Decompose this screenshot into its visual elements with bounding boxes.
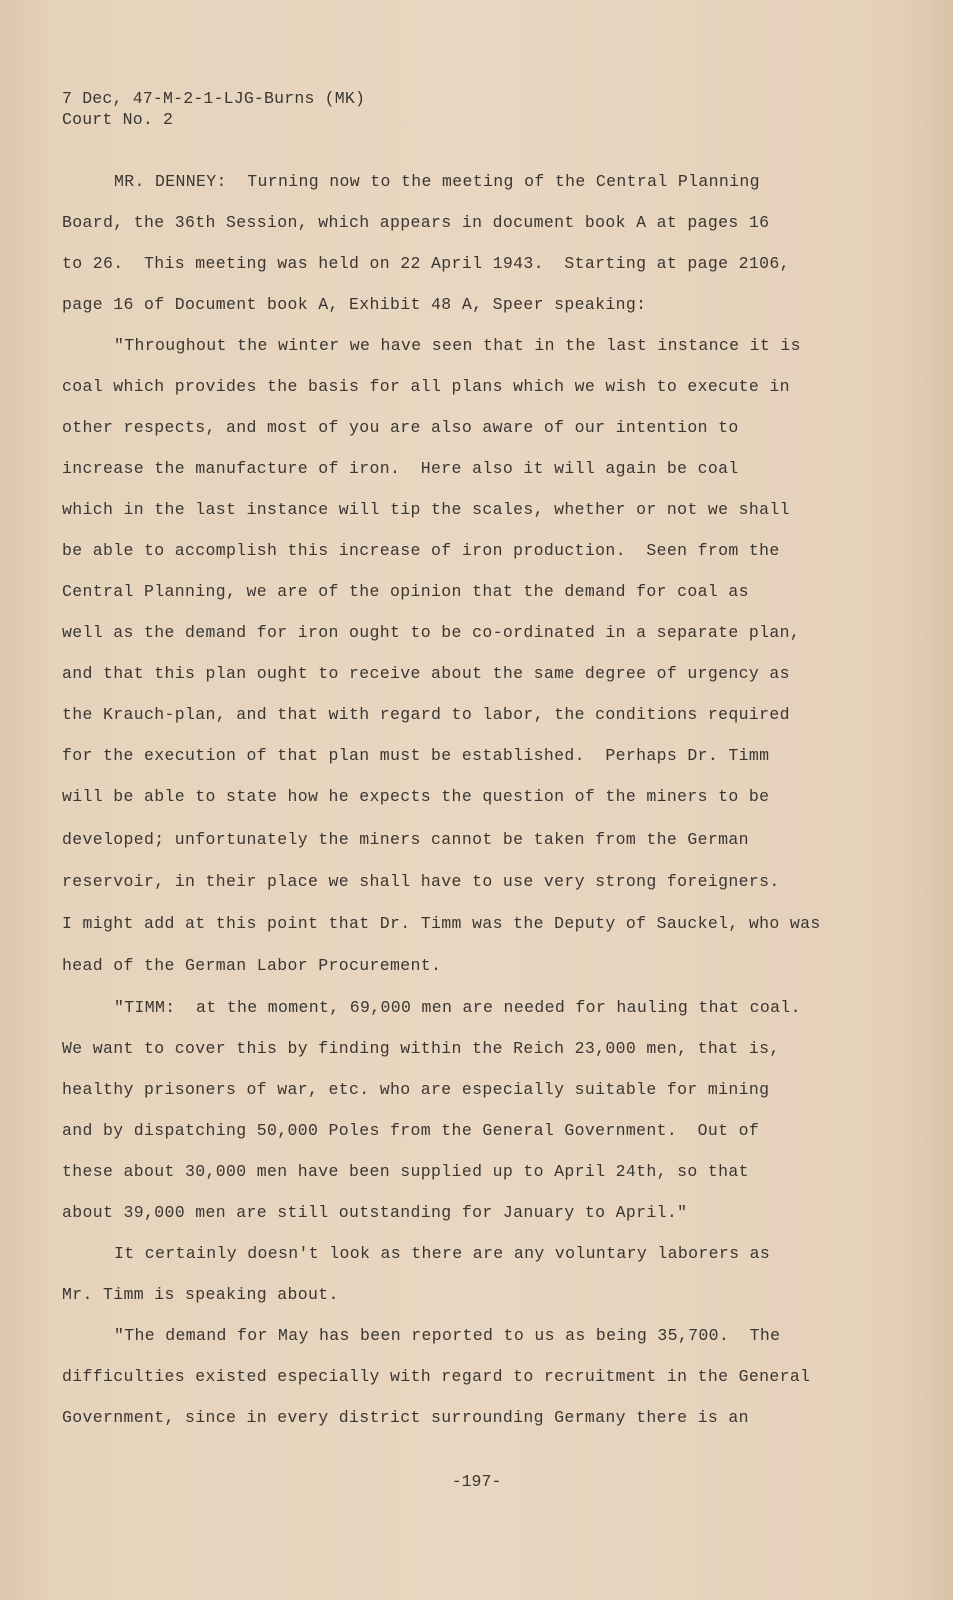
- body-line: page 16 of Document book A, Exhibit 48 A, Speer speaking:: [62, 295, 647, 314]
- body-line: for the execution of that plan must be established. Perhaps Dr. Timm: [62, 746, 770, 765]
- body-line: It certainly doesn't look as there are any voluntary laborers as: [114, 1244, 771, 1263]
- body-line: the Krauch-plan, and that with regard to labor, the conditions required: [62, 705, 790, 724]
- body-line: "The demand for May has been reported to us as being 35,700. The: [114, 1326, 781, 1345]
- body-line: and by dispatching 50,000 Poles from the General Government. Out of: [62, 1121, 760, 1140]
- body-line: Central Planning, we are of the opinion that the demand for coal as: [62, 582, 749, 601]
- body-line: MR. DENNEY: Turning now to the meeting of the Central Planning: [114, 172, 760, 191]
- body-line: head of the German Labor Procurement.: [62, 956, 442, 975]
- body-line: increase the manufacture of iron. Here also it will again be coal: [62, 459, 739, 478]
- body-line: healthy prisoners of war, etc. who are especially suitable for mining: [62, 1080, 770, 1099]
- body-line: be able to accomplish this increase of iron production. Seen from the: [62, 541, 780, 560]
- body-line: which in the last instance will tip the scales, whether or not we shall: [62, 500, 790, 519]
- header-court-line: Court No. 2: [62, 110, 174, 129]
- body-line: these about 30,000 men have been supplied up to April 24th, so that: [62, 1162, 749, 1181]
- document-header: [62, 88, 365, 130]
- body-line: difficulties existed especially with regard to recruitment in the General: [62, 1367, 811, 1386]
- body-line: Board, the 36th Session, which appears in document book A at pages 16: [62, 213, 770, 232]
- body-line: We want to cover this by finding within the Reich 23,000 men, that is,: [62, 1039, 780, 1058]
- body-line: well as the demand for iron ought to be co-ordinated in a separate plan,: [62, 623, 801, 642]
- body-line: about 39,000 men are still outstanding for January to April.": [62, 1203, 688, 1222]
- body-line: will be able to state how he expects the question of the miners to be: [62, 787, 770, 806]
- body-line: developed; unfortunately the miners cannot be taken from the German: [62, 830, 749, 849]
- body-line: and that this plan ought to receive about the same degree of urgency as: [62, 664, 790, 683]
- header-docket-line: 7 Dec, 47-M-2-1-LJG-Burns (MK): [62, 89, 366, 108]
- body-line: other respects, and most of you are also aware of our intention to: [62, 418, 739, 437]
- body-line: Government, since in every district surrounding Germany there is an: [62, 1408, 749, 1427]
- body-line: to 26. This meeting was held on 22 April 1943. Starting at page 2106,: [62, 254, 790, 273]
- body-line: "Throughout the winter we have seen that in the last instance it is: [114, 336, 801, 355]
- body-line: Mr. Timm is speaking about.: [62, 1285, 339, 1304]
- body-line: reservoir, in their place we shall have to use very strong foreigners.: [62, 872, 780, 891]
- body-line: coal which provides the basis for all plans which we wish to execute in: [62, 377, 790, 396]
- body-line: "TIMM: at the moment, 69,000 men are needed for hauling that coal.: [114, 998, 801, 1017]
- body-line: I might add at this point that Dr. Timm was the Deputy of Sauckel, who was: [62, 914, 821, 933]
- page-number: -197-: [451, 1472, 502, 1491]
